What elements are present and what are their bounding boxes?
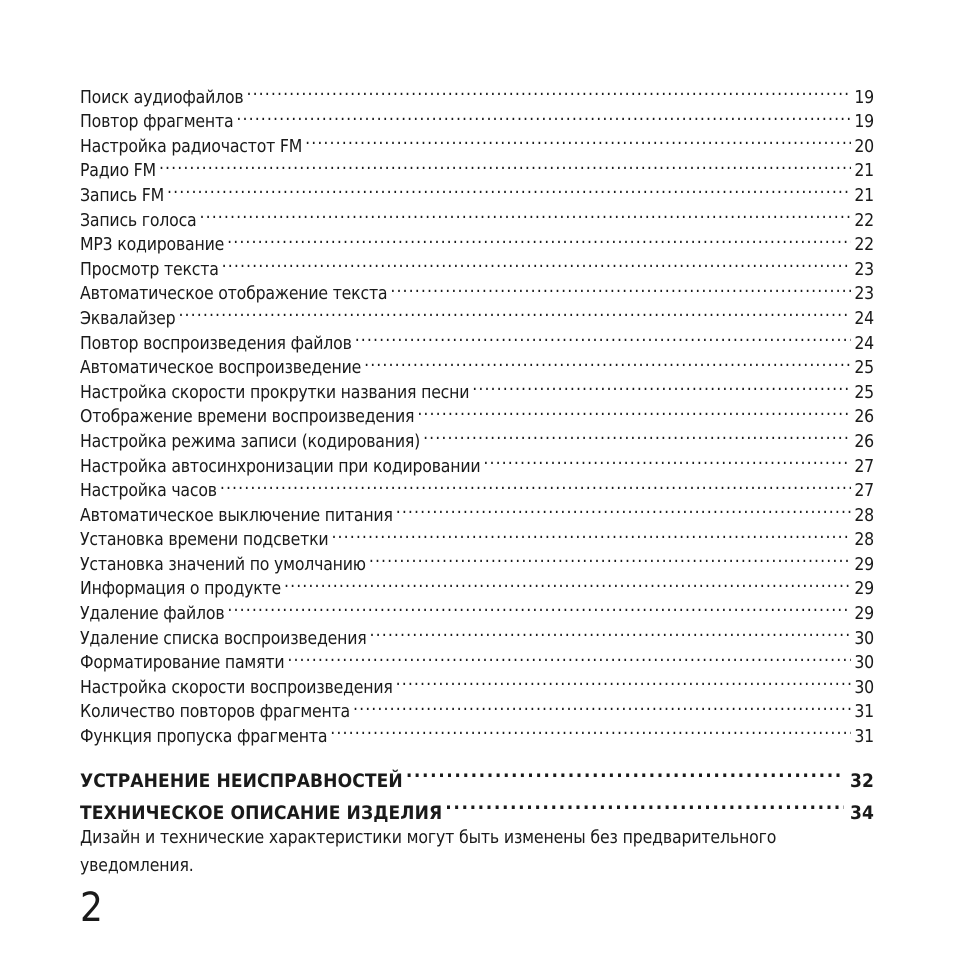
toc-section-title: ТЕХНИЧЕСКОЕ ОПИСАНИЕ ИЗДЕЛИЯ <box>80 802 443 824</box>
toc-entry-title: Запись FM <box>80 185 165 206</box>
toc-leader-dots <box>353 693 851 718</box>
toc-entry-page: 27 <box>854 456 874 477</box>
toc-entry-page: 24 <box>854 333 874 354</box>
toc-entry-page: 31 <box>854 702 874 723</box>
toc-leader-dots <box>220 472 852 497</box>
toc-entry-title: Просмотр текста <box>80 259 219 280</box>
toc-entry-title: Настройка часов <box>80 481 217 502</box>
toc-entry <box>80 299 874 329</box>
toc-leader-dots <box>246 78 851 103</box>
toc-entry-title: Поиск аудиофайлов <box>80 87 244 108</box>
toc-entry-title: Настройка скорости воспроизведения <box>80 677 393 698</box>
toc-entry-title: Запись голоса <box>80 210 197 231</box>
table-of-contents <box>80 78 874 748</box>
toc-leader-dots <box>369 545 852 570</box>
toc-entry <box>80 201 874 231</box>
toc-entry-title: Настройка режима записи (кодирования) <box>80 431 421 452</box>
toc-entry-title: Повтор фрагмента <box>80 112 234 133</box>
page-number: 2 <box>80 885 103 931</box>
toc-entry-page: 27 <box>854 481 874 502</box>
toc-leader-dots <box>236 103 851 128</box>
toc-leader-dots <box>370 619 852 644</box>
toc-entry-title: Форматирование памяти <box>80 653 285 674</box>
toc-entry-title: Удаление файлов <box>80 604 225 625</box>
toc-leader-dots <box>472 373 851 398</box>
toc-entry-title: Установка значений по умолчанию <box>80 554 366 575</box>
toc-entry-page: 20 <box>854 136 874 157</box>
toc-entry-title: Автоматическое выключение питания <box>80 505 393 526</box>
toc-entry-title: Настройка автосинхронизации при кодировании <box>80 456 481 477</box>
toc-leader-dots <box>200 201 852 226</box>
toc-entry-page: 22 <box>854 210 874 231</box>
toc-entry <box>80 78 874 108</box>
toc-entry <box>80 176 874 206</box>
toc-leader-dots <box>445 787 844 819</box>
toc-leader-dots <box>364 349 851 374</box>
toc-section-page: 32 <box>850 770 874 792</box>
disclaimer-note: Дизайн и технические характеристики могут быть изменены без предварительного уведомления. <box>80 828 777 876</box>
toc-entry-page: 30 <box>854 628 874 649</box>
toc-entry-page: 25 <box>854 358 874 379</box>
toc-entry-title: Настройка скорости прокрутки названия песни <box>80 382 470 403</box>
toc-entry-title: Эквалайзер <box>80 308 176 329</box>
toc-entry-page: 24 <box>854 308 874 329</box>
toc-entry-title: Отображение времени воспроизведения <box>80 407 415 428</box>
toc-leader-dots <box>483 447 851 472</box>
toc-entry-page: 26 <box>854 431 874 452</box>
toc-entry-page: 23 <box>854 259 874 280</box>
toc-section-entry <box>80 755 874 792</box>
toc-entry-page: 25 <box>854 382 874 403</box>
toc-leader-dots <box>305 127 851 152</box>
toc-leader-dots <box>167 176 851 201</box>
toc-entry-page: 28 <box>854 505 874 526</box>
toc-entry-page: 29 <box>854 579 874 600</box>
toc-leader-dots <box>396 668 852 693</box>
toc-entry-page: 31 <box>854 727 874 748</box>
toc-entry-page: 19 <box>854 87 874 108</box>
toc-leader-dots <box>178 299 851 324</box>
toc-leader-dots <box>390 275 851 300</box>
toc-entry-page: 29 <box>854 604 874 625</box>
toc-leader-dots <box>417 398 851 423</box>
toc-leader-dots <box>355 324 852 349</box>
toc-entry-title: Радио FM <box>80 161 156 182</box>
toc-entry-page: 21 <box>854 161 874 182</box>
toc-entry-page: 23 <box>854 284 874 305</box>
toc-entry-title: Количество повторов фрагмента <box>80 702 350 723</box>
toc-entry-page: 28 <box>854 530 874 551</box>
toc-entry-page: 30 <box>854 653 874 674</box>
toc-leader-dots <box>227 226 851 251</box>
toc-entry-title: Повтор воспроизведения файлов <box>80 333 352 354</box>
toc-leader-dots <box>331 521 851 546</box>
toc-entry-title: Автоматическое воспроизведение <box>80 358 362 379</box>
toc-entry-title: Информация о продукте <box>80 579 282 600</box>
toc-entry-page: 29 <box>854 554 874 575</box>
toc-entry-page: 21 <box>854 185 874 206</box>
toc-leader-dots <box>159 152 851 177</box>
toc-leader-dots <box>330 717 851 742</box>
toc-section-page: 34 <box>850 802 874 824</box>
toc-leader-dots <box>284 570 851 595</box>
toc-leader-dots <box>396 496 852 521</box>
toc-leader-dots <box>406 755 844 787</box>
toc-entry-title: Настройка радиочастот FM <box>80 136 303 157</box>
toc-leader-dots <box>222 250 852 275</box>
toc-entry <box>80 324 874 354</box>
toc-entry-page: 30 <box>854 677 874 698</box>
toc-entry-title: Автоматическое отображение текста <box>80 284 388 305</box>
toc-entry-title: Удаление списка воспроизведения <box>80 628 367 649</box>
toc-leader-dots <box>287 644 851 669</box>
toc-leader-dots <box>227 594 851 619</box>
document-page <box>80 0 874 954</box>
toc-section-title: УСТРАНЕНИЕ НЕИСПРАВНОСТЕЙ <box>80 770 403 792</box>
toc-entry <box>80 152 874 182</box>
toc-entry-page: 19 <box>854 112 874 133</box>
toc-sections <box>80 755 874 824</box>
toc-leader-dots <box>423 422 851 447</box>
toc-entry-page: 22 <box>854 235 874 256</box>
toc-entry-title: MP3 кодирование <box>80 235 225 256</box>
toc-entry-title: Установка времени подсветки <box>80 530 329 551</box>
toc-entry-page: 26 <box>854 407 874 428</box>
toc-entry-title: Функция пропуска фрагмента <box>80 727 328 748</box>
